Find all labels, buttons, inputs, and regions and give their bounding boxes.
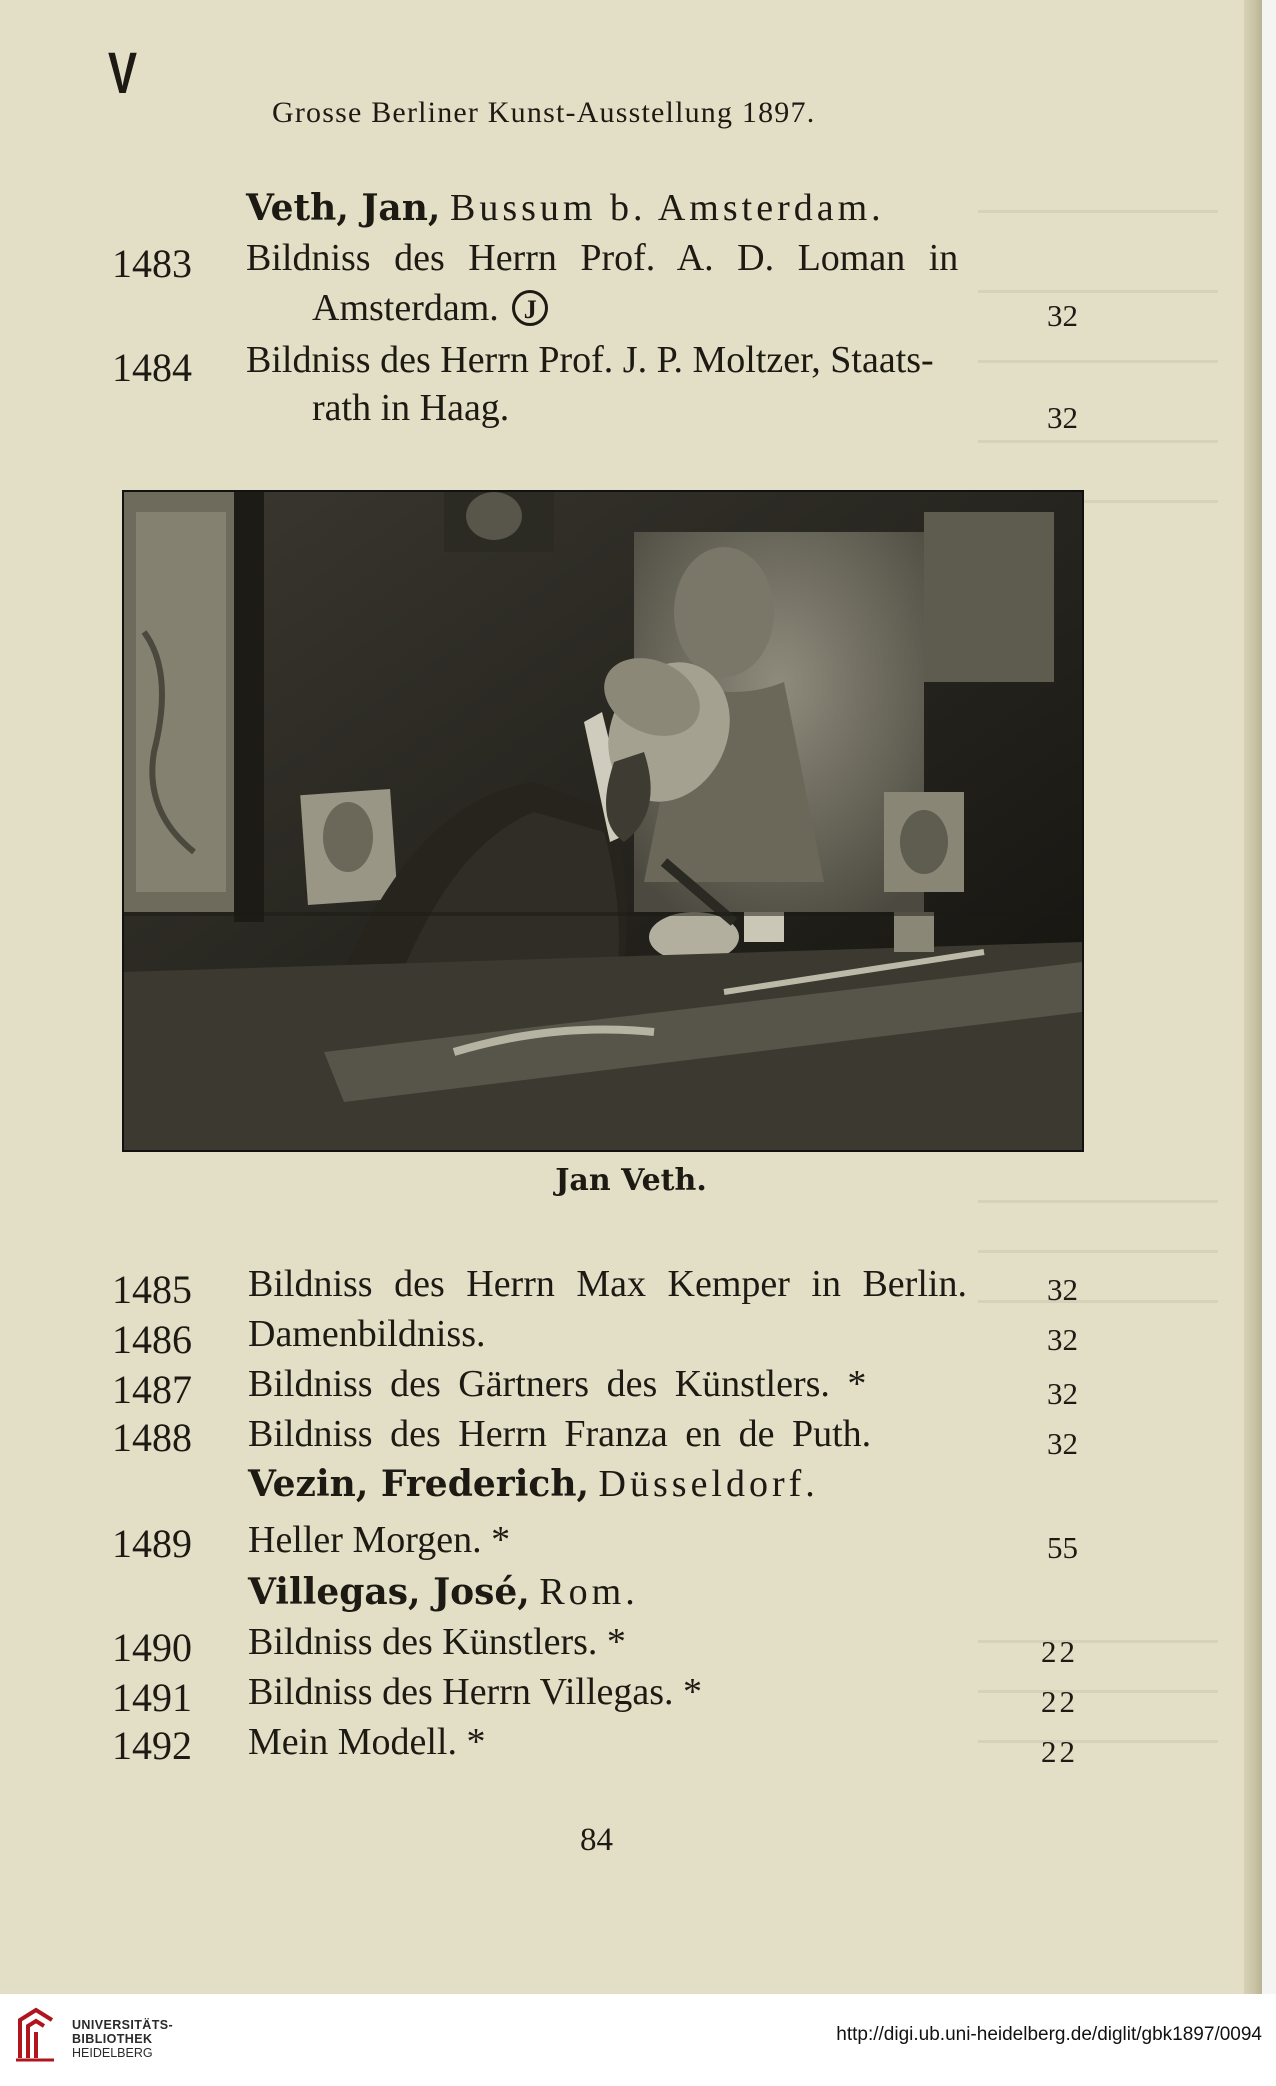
scan-margin — [1262, 0, 1276, 1994]
catalogue-number: 1487 — [112, 1367, 192, 1412]
entry-continuation-text: Amsterdam. — [312, 287, 499, 329]
artist-photograph — [122, 490, 1084, 1152]
artist-heading — [248, 1462, 819, 1506]
permalink-url[interactable]: http://digi.ub.uni-heidelberg.de/diglit/gbk1897/0094 — [836, 2024, 1262, 2045]
artist-name: Villegas, José, — [248, 1571, 530, 1613]
photo-illustration — [124, 492, 1082, 1150]
catalogue-number: 1484 — [112, 345, 192, 390]
price: 22 — [1041, 1684, 1078, 1719]
page-number: 84 — [580, 1822, 613, 1858]
catalogue-number: 1486 — [112, 1317, 192, 1362]
entry-title: Bildniss des Herrn Prof. A. D. Loman in — [246, 237, 959, 279]
artist-place: Bussum b. Amsterdam. — [449, 187, 885, 229]
entry-title: Bildniss des Herrn Villegas. * — [248, 1671, 703, 1713]
entry-continuation — [312, 286, 548, 330]
artist-name: Vezin, Frederich, — [248, 1463, 590, 1505]
entry-title: Bildniss des Herrn Max Kemper in Berlin. — [248, 1263, 967, 1305]
library-name-line: BIBLIOTHEK — [72, 2032, 153, 2046]
circled-j-badge: J — [512, 290, 548, 326]
price: 22 — [1041, 1734, 1078, 1769]
entry-title: Bildniss des Herrn Franza en de Puth. — [248, 1413, 872, 1455]
artist-place: Düsseldorf. — [598, 1463, 819, 1505]
library-name-line: HEIDELBERG — [72, 2046, 153, 2060]
catalogue-number: 1490 — [112, 1625, 192, 1670]
page-edge — [1244, 0, 1262, 1994]
entry-title: Bildniss des Gärtners des Künstlers. * — [248, 1363, 867, 1405]
price: 55 — [1047, 1530, 1078, 1565]
university-library-logo-icon — [14, 2006, 58, 2064]
artist-place: Rom. — [539, 1571, 639, 1613]
catalogue-number: 1491 — [112, 1675, 192, 1720]
price: 32 — [1047, 298, 1078, 333]
catalogue-number: 1485 — [112, 1267, 192, 1312]
price: 32 — [1047, 1272, 1078, 1307]
entry-title: Damenbildniss. — [248, 1313, 486, 1355]
library-name-line: UNIVERSITÄTS- — [72, 2018, 174, 2032]
catalogue-number: 1492 — [112, 1723, 192, 1768]
price: 32 — [1047, 400, 1078, 435]
photo-caption: Jan Veth. — [555, 1163, 707, 1198]
catalogue-number: 1483 — [112, 241, 192, 286]
catalogue-number: 1489 — [112, 1521, 192, 1566]
section-mark: V — [108, 41, 138, 106]
artist-heading — [246, 186, 885, 230]
entry-title: Bildniss des Künstlers. * — [248, 1621, 626, 1663]
entry-title: Heller Morgen. * — [248, 1519, 511, 1561]
price: 32 — [1047, 1322, 1078, 1357]
entry-title: Bildniss des Herrn Prof. J. P. Moltzer, Staats- — [246, 339, 934, 381]
entry-continuation: rath in Haag. — [312, 387, 510, 429]
artist-heading — [248, 1570, 639, 1614]
price: 32 — [1047, 1376, 1078, 1411]
running-head: Grosse Berliner Kunst-Ausstellung 1897. — [272, 96, 816, 129]
catalogue-number: 1488 — [112, 1415, 192, 1460]
price: 32 — [1047, 1426, 1078, 1461]
artist-name: Veth, Jan, — [246, 187, 441, 229]
entry-title: Mein Modell. * — [248, 1721, 486, 1763]
library-name — [72, 2018, 173, 2060]
price: 22 — [1041, 1634, 1078, 1669]
